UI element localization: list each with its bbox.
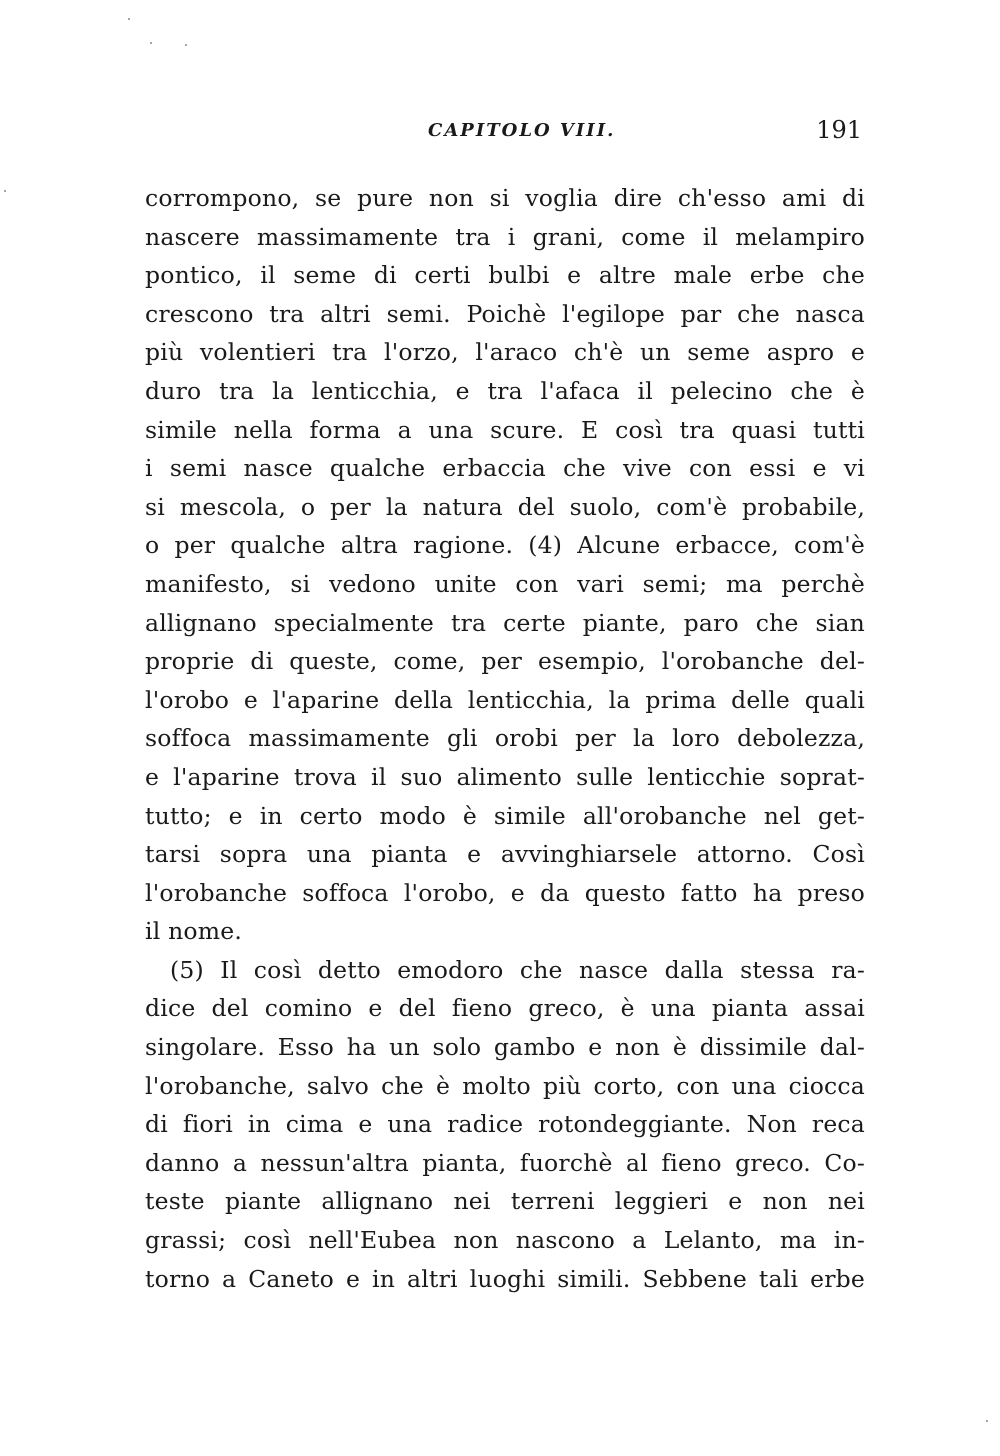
scan-speck xyxy=(986,1420,988,1422)
running-head xyxy=(0,116,1000,150)
text-line: pontico, il seme di certi bulbi e altre male erbe che xyxy=(145,261,865,290)
text-line: tarsi sopra una pianta e avvinghiarsele attorno. Così xyxy=(145,840,865,869)
text-line: torno a Caneto e in altri luoghi simili. Sebbene tali erbe xyxy=(145,1264,865,1293)
text-line: manifesto, si vedono unite con vari semi; ma perchè xyxy=(145,569,865,598)
text-line: simile nella forma a una scure. E così tra quasi tutti xyxy=(145,415,865,444)
text-line: i semi nasce qualche erbaccia che vive con essi e vi xyxy=(145,454,865,483)
text-line: e l'aparine trova il suo alimento sulle lenticchie soprat- xyxy=(145,762,865,791)
text-line: dice del comino e del fieno greco, è una pianta assai xyxy=(145,994,865,1023)
text-line: l'orobanche, salvo che è molto più corto, con una ciocca xyxy=(145,1071,865,1100)
text-line: o per qualche altra ragione. (4) Alcune erbacce, com'è xyxy=(145,531,865,560)
scan-speck xyxy=(128,18,130,20)
text-line: soffoca massimamente gli orobi per la loro debolezza, xyxy=(145,724,865,753)
text-line: crescono tra altri semi. Poichè l'egilope par che nasca xyxy=(145,299,865,328)
text-line: danno a nessun'altra pianta, fuorchè al fieno greco. Co- xyxy=(145,1148,865,1177)
scan-speck xyxy=(185,44,187,46)
text-line: duro tra la lenticchia, e tra l'afaca il pelecino che è xyxy=(145,376,865,405)
paragraph-start-line: (5) Il così detto emodoro che nasce dalla stessa ra- xyxy=(170,955,865,984)
text-line: si mescola, o per la natura del suolo, com'è probabile, xyxy=(145,492,865,521)
scan-speck xyxy=(4,190,6,192)
text-line: singolare. Esso ha un solo gambo e non è dissimile dal- xyxy=(145,1033,865,1062)
text-line: nascere massimamente tra i grani, come il melampiro xyxy=(145,222,865,251)
text-line: grassi; così nell'Eubea non nascono a Lelanto, ma in- xyxy=(145,1226,865,1255)
text-line: di fiori in cima e una radice rotondeggiante. Non reca xyxy=(145,1110,865,1139)
text-line: corrompono, se pure non si voglia dire ch'esso ami di xyxy=(145,184,865,212)
scan-speck xyxy=(150,42,152,44)
text-line: proprie di queste, come, per esempio, l'orobanche del- xyxy=(145,647,865,676)
text-line: l'orobanche soffoca l'orobo, e da questo fatto ha preso xyxy=(145,878,865,907)
text-line: allignano specialmente tra certe piante, paro che sian xyxy=(145,608,865,637)
chapter-title: CAPITOLO VIII. xyxy=(428,120,616,141)
body-text xyxy=(145,179,865,1298)
text-line: più volentieri tra l'orzo, l'araco ch'è un seme aspro e xyxy=(145,338,865,367)
page-number: 191 xyxy=(816,116,862,144)
paragraph-end-line: il nome. xyxy=(145,917,243,946)
text-line: l'orobo e l'aparine della lenticchia, la prima delle quali xyxy=(145,685,865,714)
text-line: teste piante allignano nei terreni leggieri e non nei xyxy=(145,1187,865,1216)
text-line: tutto; e in certo modo è simile all'orobanche nel get- xyxy=(145,801,865,830)
